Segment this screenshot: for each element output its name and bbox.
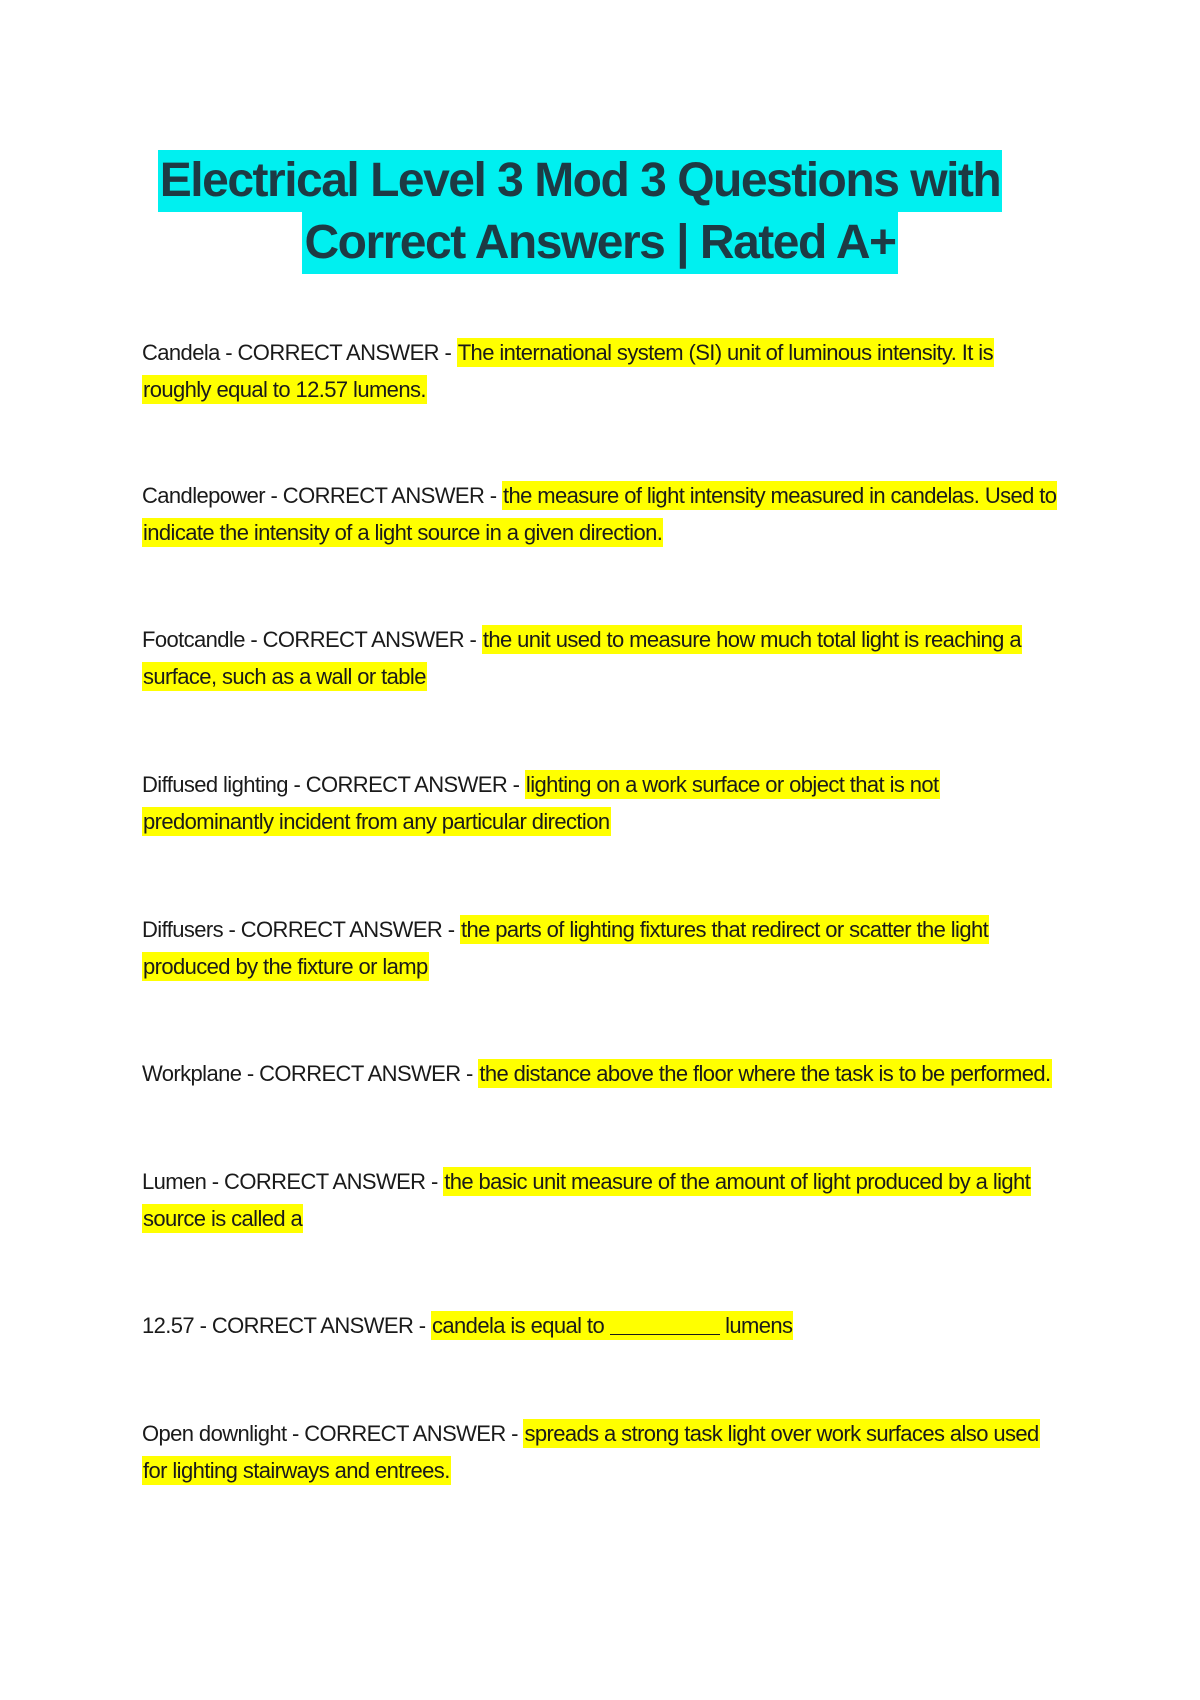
entry-answer: The international system (SI) unit of luminous intensity. It is roughly equal to 12.57 lumens. — [143, 340, 993, 402]
entry-answer: the distance above the floor where the task is to be performed. — [479, 1061, 1051, 1086]
qa-entry-lumen — [142, 1163, 1062, 1237]
entry-term: Diffused lighting — [142, 772, 288, 797]
entry-answer: the parts of lighting fixtures that redirect or scatter the light produced by the fixture or lamp — [143, 917, 989, 979]
entry-term: Candela — [142, 340, 220, 365]
entry-term: Workplane — [142, 1061, 242, 1086]
entry-separator: - CORRECT ANSWER - — [206, 1169, 444, 1194]
entry-separator: - CORRECT ANSWER - — [219, 340, 457, 365]
title-line-1: Electrical Level 3 Mod 3 Questions with — [158, 150, 1002, 212]
entry-separator: - CORRECT ANSWER - — [241, 1061, 479, 1086]
qa-entry-12-57 — [142, 1307, 1062, 1344]
qa-entry-workplane — [142, 1055, 1062, 1092]
document-title — [0, 150, 1200, 274]
entry-term: Footcandle — [142, 627, 245, 652]
entry-separator: - CORRECT ANSWER - — [287, 772, 525, 797]
qa-entry-diffusers — [142, 911, 1062, 985]
entry-separator: - CORRECT ANSWER - — [223, 917, 460, 942]
qa-entry-candela — [142, 334, 1062, 408]
qa-entry-open-downlight — [142, 1415, 1062, 1489]
fill-in-blank — [610, 1312, 720, 1335]
entry-answer: the unit used to measure how much total light is reaching a surface, such as a wall or table — [143, 627, 1021, 689]
entry-answer: lighting on a work surface or object that is not predominantly incident from any particular direction — [143, 772, 939, 834]
answer-before-blank: candela is equal to — [432, 1313, 605, 1338]
entry-term: Diffusers — [142, 917, 223, 942]
entry-term: Candlepower — [142, 483, 266, 508]
entry-answer: spreads a strong task light over work surfaces also used for lighting stairways and entrees. — [143, 1421, 1039, 1483]
entry-answer — [431, 1311, 793, 1340]
qa-entry-candlepower — [142, 477, 1062, 551]
title-line-2: Correct Answers | Rated A+ — [302, 212, 897, 274]
qa-entry-diffused-lighting — [142, 766, 1062, 840]
entry-term: Lumen — [142, 1169, 207, 1194]
entry-answer: the measure of light intensity measured in candelas. Used to indicate the intensity of a light source in a given direction. — [143, 483, 1057, 545]
entry-separator: - CORRECT ANSWER - — [265, 483, 502, 508]
entry-separator: - CORRECT ANSWER - — [244, 627, 482, 652]
entry-term: 12.57 — [142, 1313, 195, 1338]
answer-after-blank: lumens — [725, 1313, 793, 1338]
entry-answer: the basic unit measure of the amount of light produced by a light source is called a — [143, 1169, 1031, 1231]
entry-separator: - CORRECT ANSWER - — [194, 1313, 432, 1338]
entry-term: Open downlight — [142, 1421, 287, 1446]
qa-entry-footcandle — [142, 621, 1062, 695]
entry-separator: - CORRECT ANSWER - — [286, 1421, 524, 1446]
